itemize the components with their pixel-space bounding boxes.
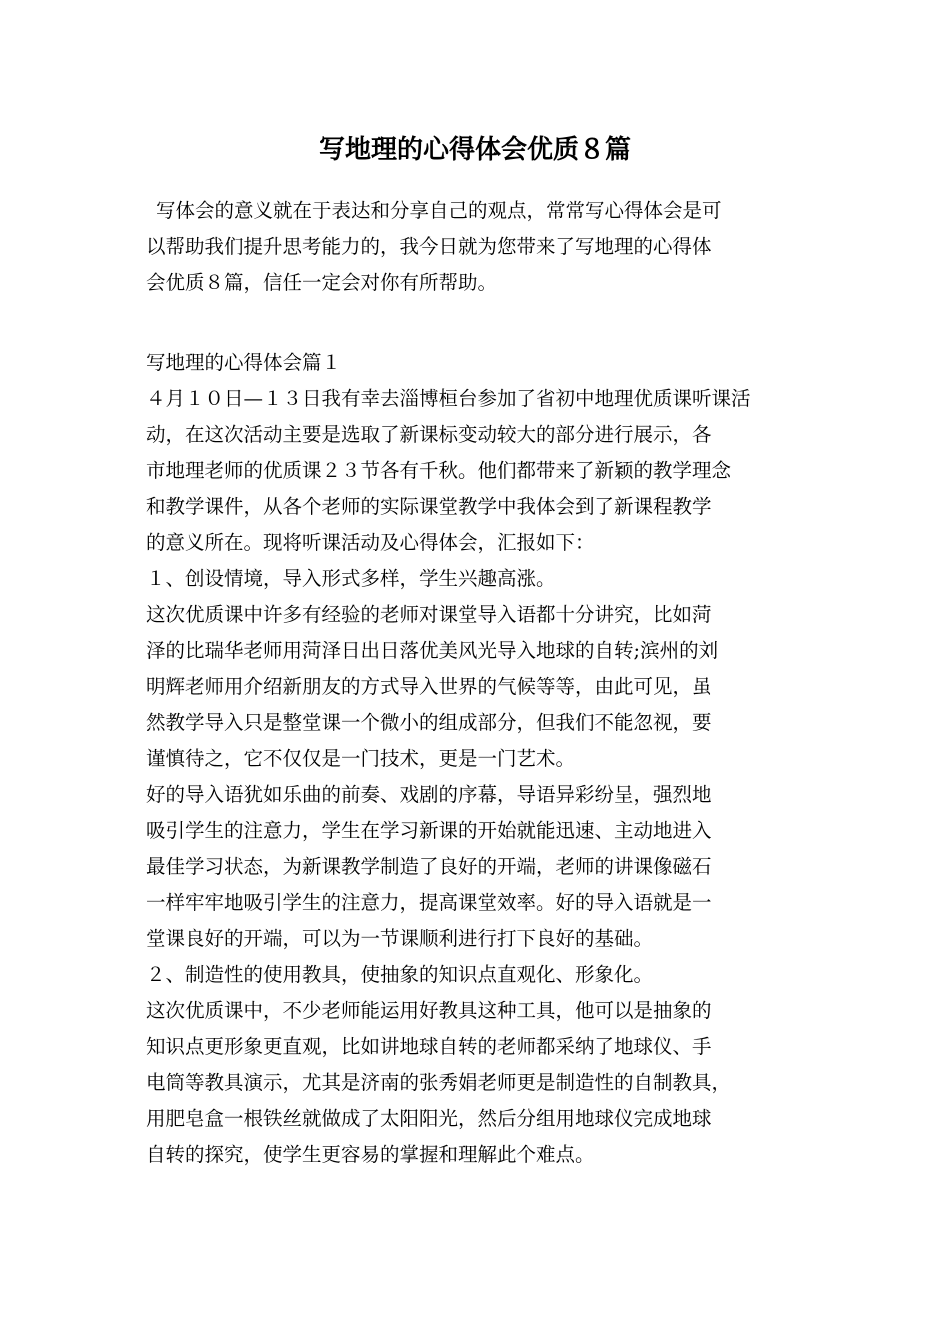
paragraph-gap xyxy=(146,301,826,345)
body-line: 这次优质课中，不少老师能运用好教具这种工具，他可以是抽象的 xyxy=(146,999,712,1022)
section-heading: 写地理的心得体会篇１ xyxy=(146,351,342,374)
body-line: １、创设情境，导入形式多样，学生兴趣高涨。 xyxy=(146,567,556,590)
document-title: 写地理的心得体会优质８篇 xyxy=(318,135,631,165)
body-line: 动，在这次活动主要是选取了新课标变动较大的部分进行展示，各 xyxy=(146,423,712,446)
body-line: 自转的探究，使学生更容易的掌握和理解此个难点。 xyxy=(146,1143,595,1166)
body-line: 用肥皂盒一根铁丝就做成了太阳阳光，然后分组用地球仪完成地球 xyxy=(146,1107,712,1130)
body-line: 好的导入语犹如乐曲的前奏、戏剧的序幕，导语异彩纷呈，强烈地 xyxy=(146,783,712,806)
body-line: 的意义所在。现将听课活动及心得体会，汇报如下： xyxy=(146,531,595,554)
body-line: ４月１０日—１３日我有幸去淄博桓台参加了省初中地理优质课听课活 xyxy=(146,387,751,410)
intro-line: 写体会的意义就在于表达和分享自己的观点，常常写心得体会是可 xyxy=(156,199,722,222)
body-line: 堂课良好的开端，可以为一节课顺利进行打下良好的基础。 xyxy=(146,927,654,950)
body-line: 一样牢牢地吸引学生的注意力，提高课堂效率。好的导入语就是一 xyxy=(146,891,712,914)
body-line: 市地理老师的优质课２３节各有千秋。他们都带来了新颖的教学理念 xyxy=(146,459,732,482)
body-line: 明辉老师用介绍新朋友的方式导入世界的气候等等，由此可见，虽 xyxy=(146,675,712,698)
intro-line: 以帮助我们提升思考能力的，我今日就为您带来了写地理的心得体 xyxy=(146,235,712,258)
body-line: 最佳学习状态，为新课教学制造了良好的开端，老师的讲课像磁石 xyxy=(146,855,712,878)
body-line: 这次优质课中许多有经验的老师对课堂导入语都十分讲究，比如菏 xyxy=(146,603,712,626)
body-line: 谨慎待之，它不仅仅是一门技术，更是一门艺术。 xyxy=(146,747,576,770)
document-body xyxy=(146,193,826,1173)
body-line: 泽的比瑞华老师用菏泽日出日落优美风光导入地球的自转;滨州的刘 xyxy=(146,639,719,662)
body-line: 知识点更形象更直观，比如讲地球自转的老师都采纳了地球仪、手 xyxy=(146,1035,712,1058)
body-line: 电筒等教具演示，尤其是济南的张秀娟老师更是制造性的自制教具， xyxy=(146,1071,732,1094)
body-line: 和教学课件，从各个老师的实际课堂教学中我体会到了新课程教学 xyxy=(146,495,712,518)
body-line: 然教学导入只是整堂课一个微小的组成部分，但我们不能忽视，要 xyxy=(146,711,712,734)
body-line: 吸引学生的注意力，学生在学习新课的开始就能迅速、主动地进入 xyxy=(146,819,712,842)
body-line: ２、制造性的使用教具，使抽象的知识点直观化、形象化。 xyxy=(146,963,654,986)
intro-line: 会优质８篇，信任一定会对你有所帮助。 xyxy=(146,271,498,294)
